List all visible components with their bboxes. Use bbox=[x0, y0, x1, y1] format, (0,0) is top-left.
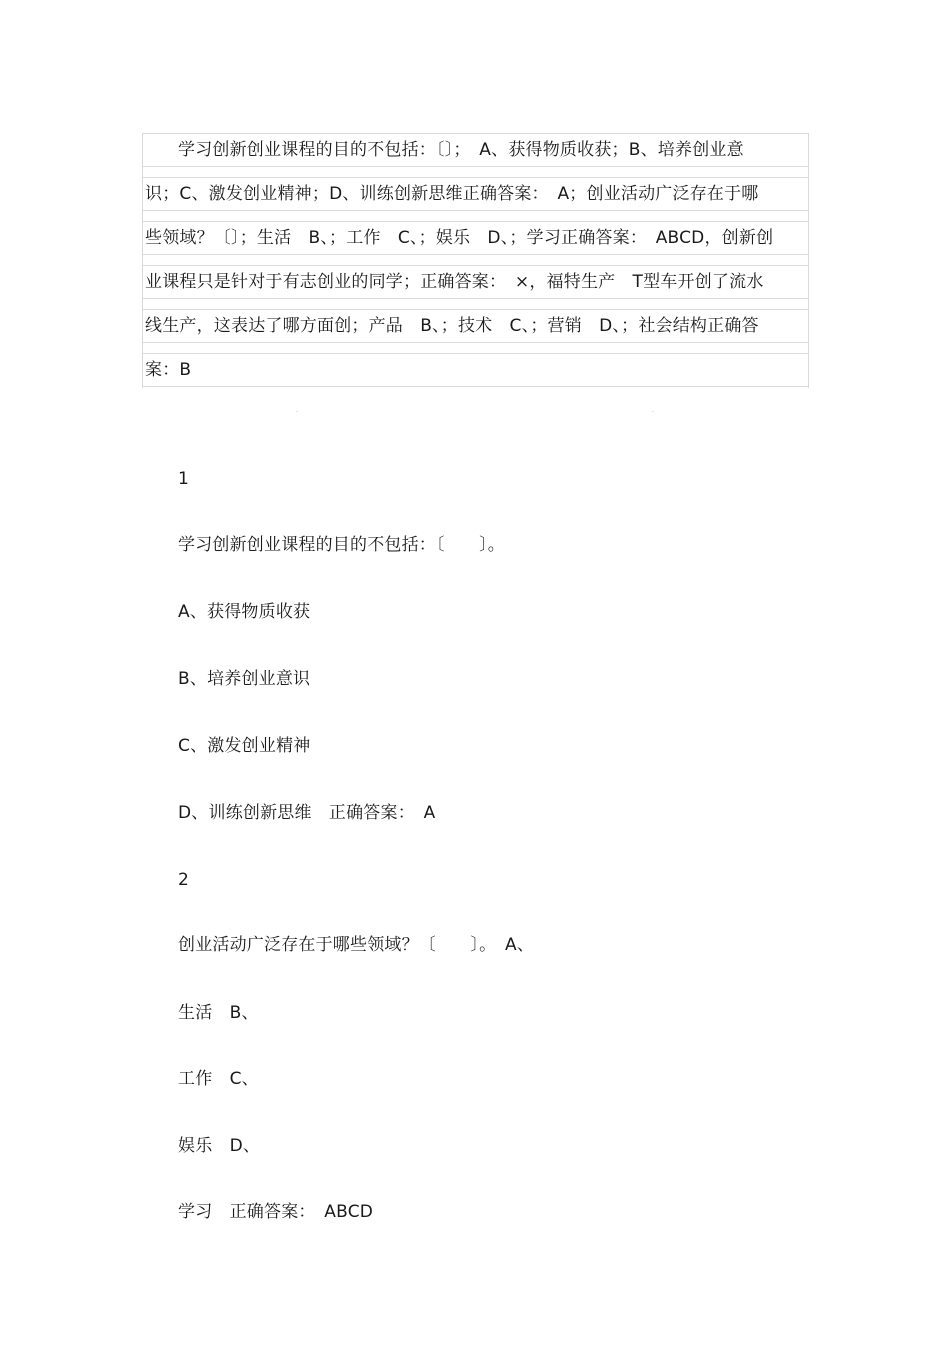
question-stem: 学习创新创业课程的目的不包括：〔 〕。 bbox=[178, 535, 505, 555]
answer-option: 娱乐 D、 bbox=[178, 1136, 261, 1156]
summary-box bbox=[142, 133, 809, 388]
summary-line: 案：B bbox=[143, 353, 808, 387]
answer-option: C、激发创业精神 bbox=[178, 736, 311, 756]
answer-option: 生活 B、 bbox=[178, 1003, 259, 1023]
summary-line: 学习创新创业课程的目的不包括：〔〕； A、获得物质收获；B、培养创业意 bbox=[143, 133, 808, 167]
answer-option: 学习 正确答案： ABCD bbox=[178, 1202, 374, 1222]
answer-option: B、培养创业意识 bbox=[178, 669, 311, 689]
summary-line: 些领域？〔〕；生活 B、；工作 C、；娱乐 D、；学习正确答案： ABCD，创新创 bbox=[143, 221, 808, 255]
question-stem: 创业活动广泛存在于哪些领域？〔 〕。 A、 bbox=[178, 935, 535, 955]
scan-speck bbox=[296, 411, 298, 412]
summary-line: 业课程只是针对于有志创业的同学；正确答案： ×，福特生产 T型车开创了流水 bbox=[143, 265, 808, 299]
summary-line: 线生产，这表达了哪方面创；产品 B、；技术 C、；营销 D、；社会结构正确答 bbox=[143, 309, 808, 343]
scan-speck bbox=[652, 411, 654, 412]
question-number: 1 bbox=[178, 469, 190, 489]
summary-line: 识；C、激发创业精神；D、训练创新思维正确答案： A；创业活动广泛存在于哪 bbox=[143, 177, 808, 211]
answer-option: A、获得物质收获 bbox=[178, 602, 311, 622]
answer-option: 工作 C、 bbox=[178, 1069, 259, 1089]
answer-option: D、训练创新思维 正确答案： A bbox=[178, 803, 436, 823]
question-number: 2 bbox=[178, 870, 190, 890]
